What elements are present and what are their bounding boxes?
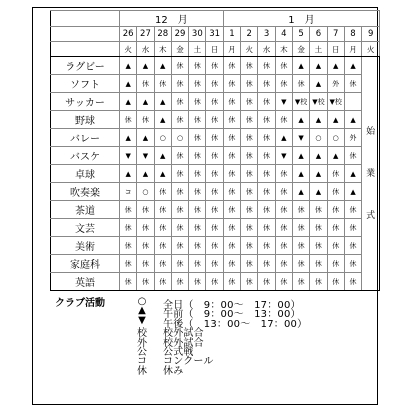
schedule-cell: ▲ <box>120 165 137 183</box>
schedule-cell: 休 <box>171 93 188 111</box>
schedule-cell: 休 <box>258 183 275 201</box>
schedule-cell: ○ <box>171 129 188 147</box>
opening-ceremony-char: 式 <box>366 210 376 221</box>
schedule-cell: 休 <box>275 219 292 237</box>
schedule-cell: 休 <box>223 201 240 219</box>
schedule-cell: 休 <box>223 147 240 165</box>
schedule-cell: 休 <box>258 273 275 291</box>
schedule-cell: 休 <box>241 111 258 129</box>
schedule-cell: 休 <box>241 273 258 291</box>
schedule-cell: 休 <box>344 147 361 165</box>
schedule-cell: 休 <box>154 183 171 201</box>
date-cell: 5 <box>292 27 309 42</box>
legend-symbol: コ <box>137 356 147 368</box>
schedule-cell: 休 <box>344 237 361 255</box>
date-cell: 4 <box>275 27 292 42</box>
schedule-cell: 休 <box>292 219 309 237</box>
schedule-cell: 休 <box>137 75 154 93</box>
weekday-cell: 木 <box>154 42 171 57</box>
schedule-cell: ▲ <box>310 75 327 93</box>
legend-symbol: 校 <box>137 328 147 340</box>
schedule-cell: 休 <box>241 129 258 147</box>
corner-cell <box>51 11 120 27</box>
club-name: ラグビー <box>51 57 120 75</box>
weekday-cell: 火 <box>120 42 137 57</box>
schedule-cell: 休 <box>275 237 292 255</box>
schedule-cell: 休 <box>137 201 154 219</box>
schedule-cell: 休 <box>344 273 361 291</box>
date-cell: 8 <box>344 27 361 42</box>
date-cell: 2 <box>241 27 258 42</box>
date-cell: 1 <box>223 27 240 42</box>
date-cell: 30 <box>189 27 206 42</box>
schedule-cell: 休 <box>258 165 275 183</box>
schedule-cell: 外 <box>327 75 344 93</box>
schedule-cell: 休 <box>189 201 206 219</box>
schedule-cell: 休 <box>310 273 327 291</box>
schedule-cell: 休 <box>171 219 188 237</box>
schedule-cell: ▲ <box>154 111 171 129</box>
schedule-cell: 休 <box>344 255 361 273</box>
schedule-cell: ▲ <box>137 57 154 75</box>
schedule-cell: 休 <box>206 183 223 201</box>
club-row <box>51 255 380 273</box>
legend-description: 校外試合 <box>163 337 204 349</box>
club-name: 家庭科 <box>51 255 120 273</box>
schedule-cell <box>344 93 361 111</box>
schedule-cell: 休 <box>327 255 344 273</box>
schedule-cell: 休 <box>189 147 206 165</box>
club-name: サッカー <box>51 93 120 111</box>
date-cell: 9 <box>362 27 380 42</box>
schedule-cell: 休 <box>171 57 188 75</box>
schedule-cell: ▲ <box>310 183 327 201</box>
club-name: ソフト <box>51 75 120 93</box>
schedule-cell: 休 <box>223 129 240 147</box>
weekday-cell: 月 <box>344 42 361 57</box>
schedule-cell: ▲ <box>275 129 292 147</box>
schedule-cell: 休 <box>120 201 137 219</box>
schedule-cell: ▲ <box>327 57 344 75</box>
club-schedule-table <box>50 10 380 291</box>
date-cell: 3 <box>258 27 275 42</box>
schedule-cell: ▼校 <box>327 93 344 111</box>
schedule-cell: ▲ <box>137 165 154 183</box>
schedule-cell: 休 <box>206 237 223 255</box>
schedule-cell: 休 <box>171 147 188 165</box>
date-cell: 7 <box>327 27 344 42</box>
schedule-cell: 休 <box>275 255 292 273</box>
schedule-cell: 休 <box>154 75 171 93</box>
schedule-cell: ▲ <box>120 129 137 147</box>
club-row <box>51 201 380 219</box>
schedule-cell: 休 <box>223 183 240 201</box>
schedule-cell: ▲ <box>310 57 327 75</box>
club-name: 文芸 <box>51 219 120 237</box>
schedule-cell: 休 <box>120 111 137 129</box>
schedule-cell: 休 <box>327 273 344 291</box>
schedule-cell: 休 <box>241 165 258 183</box>
schedule-cell: 休 <box>292 201 309 219</box>
month-january: 1 月 <box>223 11 379 27</box>
schedule-cell: ▼校 <box>310 93 327 111</box>
schedule-cell: ▼校 <box>292 93 309 111</box>
schedule-cell: 休 <box>292 237 309 255</box>
schedule-cell: 休 <box>206 255 223 273</box>
schedule-cell: ○ <box>154 129 171 147</box>
schedule-cell: 休 <box>241 237 258 255</box>
schedule-cell: 休 <box>258 237 275 255</box>
schedule-cell: 休 <box>137 273 154 291</box>
schedule-cell: 休 <box>171 165 188 183</box>
schedule-cell: 休 <box>206 93 223 111</box>
schedule-cell: 休 <box>327 219 344 237</box>
schedule-cell: 休 <box>258 111 275 129</box>
schedule-cell: 休 <box>258 93 275 111</box>
legend-description: 休み <box>163 365 184 377</box>
schedule-cell: 休 <box>171 111 188 129</box>
schedule-cell: ▲ <box>120 75 137 93</box>
schedule-cell: 休 <box>137 219 154 237</box>
legend-description: 全日（ 9：00～ 17：00） <box>163 300 301 311</box>
club-name: 茶道 <box>51 201 120 219</box>
schedule-cell: 休 <box>344 219 361 237</box>
schedule-cell: 休 <box>154 201 171 219</box>
schedule-cell: 休 <box>241 183 258 201</box>
schedule-cell: ○ <box>310 129 327 147</box>
legend-symbol: 公 <box>137 347 147 358</box>
schedule-cell: ▲ <box>310 147 327 165</box>
schedule-cell: ▲ <box>344 183 361 201</box>
schedule-cell: ▲ <box>154 93 171 111</box>
club-name: バスケ <box>51 147 120 165</box>
club-row <box>51 75 380 93</box>
weekday-cell: 日 <box>206 42 223 57</box>
schedule-cell: 休 <box>189 129 206 147</box>
schedule-cell: 休 <box>120 255 137 273</box>
weekday-row <box>51 42 380 57</box>
schedule-cell: ○ <box>327 129 344 147</box>
club-row <box>51 237 380 255</box>
month-header-row <box>51 11 380 27</box>
legend-description: 午後（ 13：00～ 17：00） <box>163 318 308 330</box>
schedule-cell: 休 <box>206 75 223 93</box>
weekday-cell: 金 <box>171 42 188 57</box>
schedule-cell: 休 <box>258 75 275 93</box>
schedule-cell: 休 <box>171 75 188 93</box>
schedule-cell: 休 <box>310 255 327 273</box>
schedule-cell: 休 <box>206 201 223 219</box>
schedule-cell: 休 <box>258 219 275 237</box>
schedule-cell: 休 <box>120 237 137 255</box>
schedule-cell: 休 <box>206 165 223 183</box>
weekday-cell: 土 <box>310 42 327 57</box>
schedule-cell: 休 <box>206 219 223 237</box>
schedule-cell: 休 <box>171 201 188 219</box>
schedule-cell: 休 <box>241 219 258 237</box>
club-row <box>51 129 380 147</box>
schedule-cell: ▲ <box>154 165 171 183</box>
schedule-cell: 休 <box>344 75 361 93</box>
schedule-cell: 休 <box>223 255 240 273</box>
date-cell: 27 <box>137 27 154 42</box>
schedule-cell: ▲ <box>292 111 309 129</box>
weekday-cell: 水 <box>137 42 154 57</box>
schedule-cell: 休 <box>275 273 292 291</box>
club-name: 吹奏楽 <box>51 183 120 201</box>
club-name: 卓球 <box>51 165 120 183</box>
schedule-cell: 休 <box>223 111 240 129</box>
club-row <box>51 57 380 75</box>
schedule-cell: 休 <box>223 237 240 255</box>
schedule-cell: 休 <box>154 237 171 255</box>
weekday-cell: 日 <box>327 42 344 57</box>
legend-description: 午前（ 9：00～ 13：00） <box>163 309 301 321</box>
schedule-cell: 休 <box>206 111 223 129</box>
date-cell: 26 <box>120 27 137 42</box>
corner-cell <box>51 27 120 42</box>
schedule-cell: 休 <box>206 147 223 165</box>
schedule-cell: ▼ <box>292 129 309 147</box>
legend-symbol: 休 <box>137 365 147 377</box>
schedule-cell: 休 <box>258 255 275 273</box>
weekday-cell: 火 <box>362 42 380 57</box>
schedule-cell: 休 <box>189 75 206 93</box>
date-cell: 28 <box>154 27 171 42</box>
schedule-cell: 休 <box>344 201 361 219</box>
club-name: 英語 <box>51 273 120 291</box>
date-row <box>51 27 380 42</box>
opening-ceremony-label <box>362 57 380 291</box>
schedule-cell: ▲ <box>327 111 344 129</box>
schedule-cell: ▲ <box>292 183 309 201</box>
schedule-cell: 休 <box>154 273 171 291</box>
schedule-cell: ▲ <box>120 93 137 111</box>
opening-ceremony-char: 業 <box>366 168 376 179</box>
weekday-cell: 金 <box>292 42 309 57</box>
club-name: 美術 <box>51 237 120 255</box>
schedule-cell: 休 <box>327 165 344 183</box>
schedule-cell: 休 <box>241 93 258 111</box>
schedule-cell: ○ <box>137 183 154 201</box>
legend-symbol: ○ <box>137 296 147 307</box>
schedule-cell: 休 <box>189 219 206 237</box>
legend-symbol: ▲ <box>138 305 146 317</box>
schedule-cell: 休 <box>137 237 154 255</box>
schedule-cell: 休 <box>327 183 344 201</box>
date-cell: 6 <box>310 27 327 42</box>
schedule-cell: 休 <box>258 147 275 165</box>
schedule-cell: 休 <box>154 255 171 273</box>
schedule-cell: 休 <box>327 237 344 255</box>
schedule-cell: 休 <box>189 57 206 75</box>
schedule-cell: ▼ <box>275 93 292 111</box>
schedule-cell: 休 <box>171 273 188 291</box>
schedule-cell: 外 <box>344 129 361 147</box>
schedule-cell: 休 <box>275 75 292 93</box>
schedule-cell: 休 <box>171 183 188 201</box>
schedule-cell: 休 <box>189 111 206 129</box>
schedule-cell: ▼ <box>275 147 292 165</box>
schedule-cell: 休 <box>223 273 240 291</box>
schedule-cell: 休 <box>241 75 258 93</box>
schedule-cell: 休 <box>189 273 206 291</box>
schedule-cell: 休 <box>189 183 206 201</box>
schedule-cell: 休 <box>189 237 206 255</box>
schedule-cell: 休 <box>137 255 154 273</box>
schedule-cell: 休 <box>120 219 137 237</box>
club-row <box>51 273 380 291</box>
schedule-cell: ▲ <box>344 57 361 75</box>
club-row <box>51 165 380 183</box>
schedule-cell: 休 <box>310 219 327 237</box>
schedule-cell: 休 <box>275 165 292 183</box>
schedule-cell: 休 <box>241 201 258 219</box>
schedule-cell: 休 <box>223 93 240 111</box>
schedule-cell: ▲ <box>120 57 137 75</box>
schedule-cell: ▲ <box>154 57 171 75</box>
schedule-cell: 休 <box>275 183 292 201</box>
schedule-cell: 休 <box>189 165 206 183</box>
schedule-cell: ▲ <box>137 129 154 147</box>
schedule-cell: コ <box>120 183 137 201</box>
schedule-cell: ▲ <box>310 165 327 183</box>
schedule-cell: 休 <box>223 57 240 75</box>
club-row <box>51 183 380 201</box>
weekday-cell: 火 <box>241 42 258 57</box>
schedule-cell: 休 <box>275 111 292 129</box>
schedule-cell: 休 <box>258 201 275 219</box>
schedule-cell: 休 <box>154 219 171 237</box>
schedule-cell: 休 <box>310 201 327 219</box>
schedule-cell: ▲ <box>292 57 309 75</box>
schedule-cell: 休 <box>189 93 206 111</box>
schedule-cell: 休 <box>241 255 258 273</box>
schedule-cell: ▲ <box>137 93 154 111</box>
opening-ceremony-char: 始 <box>366 126 376 137</box>
schedule-cell: 休 <box>292 255 309 273</box>
schedule-cell: ▲ <box>292 147 309 165</box>
club-name: 野球 <box>51 111 120 129</box>
weekday-cell: 土 <box>189 42 206 57</box>
schedule-cell: ▲ <box>344 111 361 129</box>
club-row <box>51 111 380 129</box>
weekday-cell: 木 <box>275 42 292 57</box>
schedule-cell: 休 <box>241 57 258 75</box>
schedule-cell: 休 <box>258 57 275 75</box>
legend-description: 校外試合 <box>163 328 204 340</box>
schedule-cell: ▲ <box>310 111 327 129</box>
schedule-cell: ▲ <box>344 165 361 183</box>
legend-symbol: ▼ <box>138 314 146 326</box>
schedule-cell: 休 <box>189 255 206 273</box>
legend-symbol: 外 <box>137 337 147 349</box>
schedule-cell: 休 <box>137 111 154 129</box>
legend-description: 公式戦 <box>163 347 194 358</box>
schedule-cell: 休 <box>223 75 240 93</box>
schedule-cell: 休 <box>171 255 188 273</box>
date-cell: 31 <box>206 27 223 42</box>
schedule-cell: 休 <box>275 201 292 219</box>
legend-description: コンクール <box>163 356 214 368</box>
club-name: バレー <box>51 129 120 147</box>
schedule-cell: 休 <box>258 129 275 147</box>
club-row <box>51 147 380 165</box>
schedule-cell: 休 <box>223 165 240 183</box>
schedule-cell: 休 <box>206 57 223 75</box>
schedule-cell: 休 <box>241 147 258 165</box>
club-row <box>51 93 380 111</box>
legend-title: クラブ活動 <box>55 298 105 309</box>
schedule-cell: 休 <box>120 273 137 291</box>
schedule-cell: 休 <box>171 237 188 255</box>
schedule-cell: 休 <box>206 129 223 147</box>
weekday-cell: 月 <box>223 42 240 57</box>
schedule-cell: ▼ <box>137 147 154 165</box>
club-row <box>51 219 380 237</box>
schedule-cell: 休 <box>327 201 344 219</box>
schedule-cell: 休 <box>206 273 223 291</box>
schedule-cell: 休 <box>292 273 309 291</box>
schedule-cell: 休 <box>310 237 327 255</box>
date-cell: 29 <box>171 27 188 42</box>
weekday-cell: 水 <box>258 42 275 57</box>
schedule-cell: ▲ <box>327 147 344 165</box>
schedule-cell: ▼ <box>120 147 137 165</box>
schedule-cell: 休 <box>275 57 292 75</box>
schedule-cell: 休 <box>223 219 240 237</box>
month-december: 12 月 <box>120 11 224 27</box>
schedule-cell: ▲ <box>154 147 171 165</box>
schedule-cell: 休 <box>292 75 309 93</box>
corner-cell <box>51 42 120 57</box>
schedule-cell: ▲ <box>292 165 309 183</box>
